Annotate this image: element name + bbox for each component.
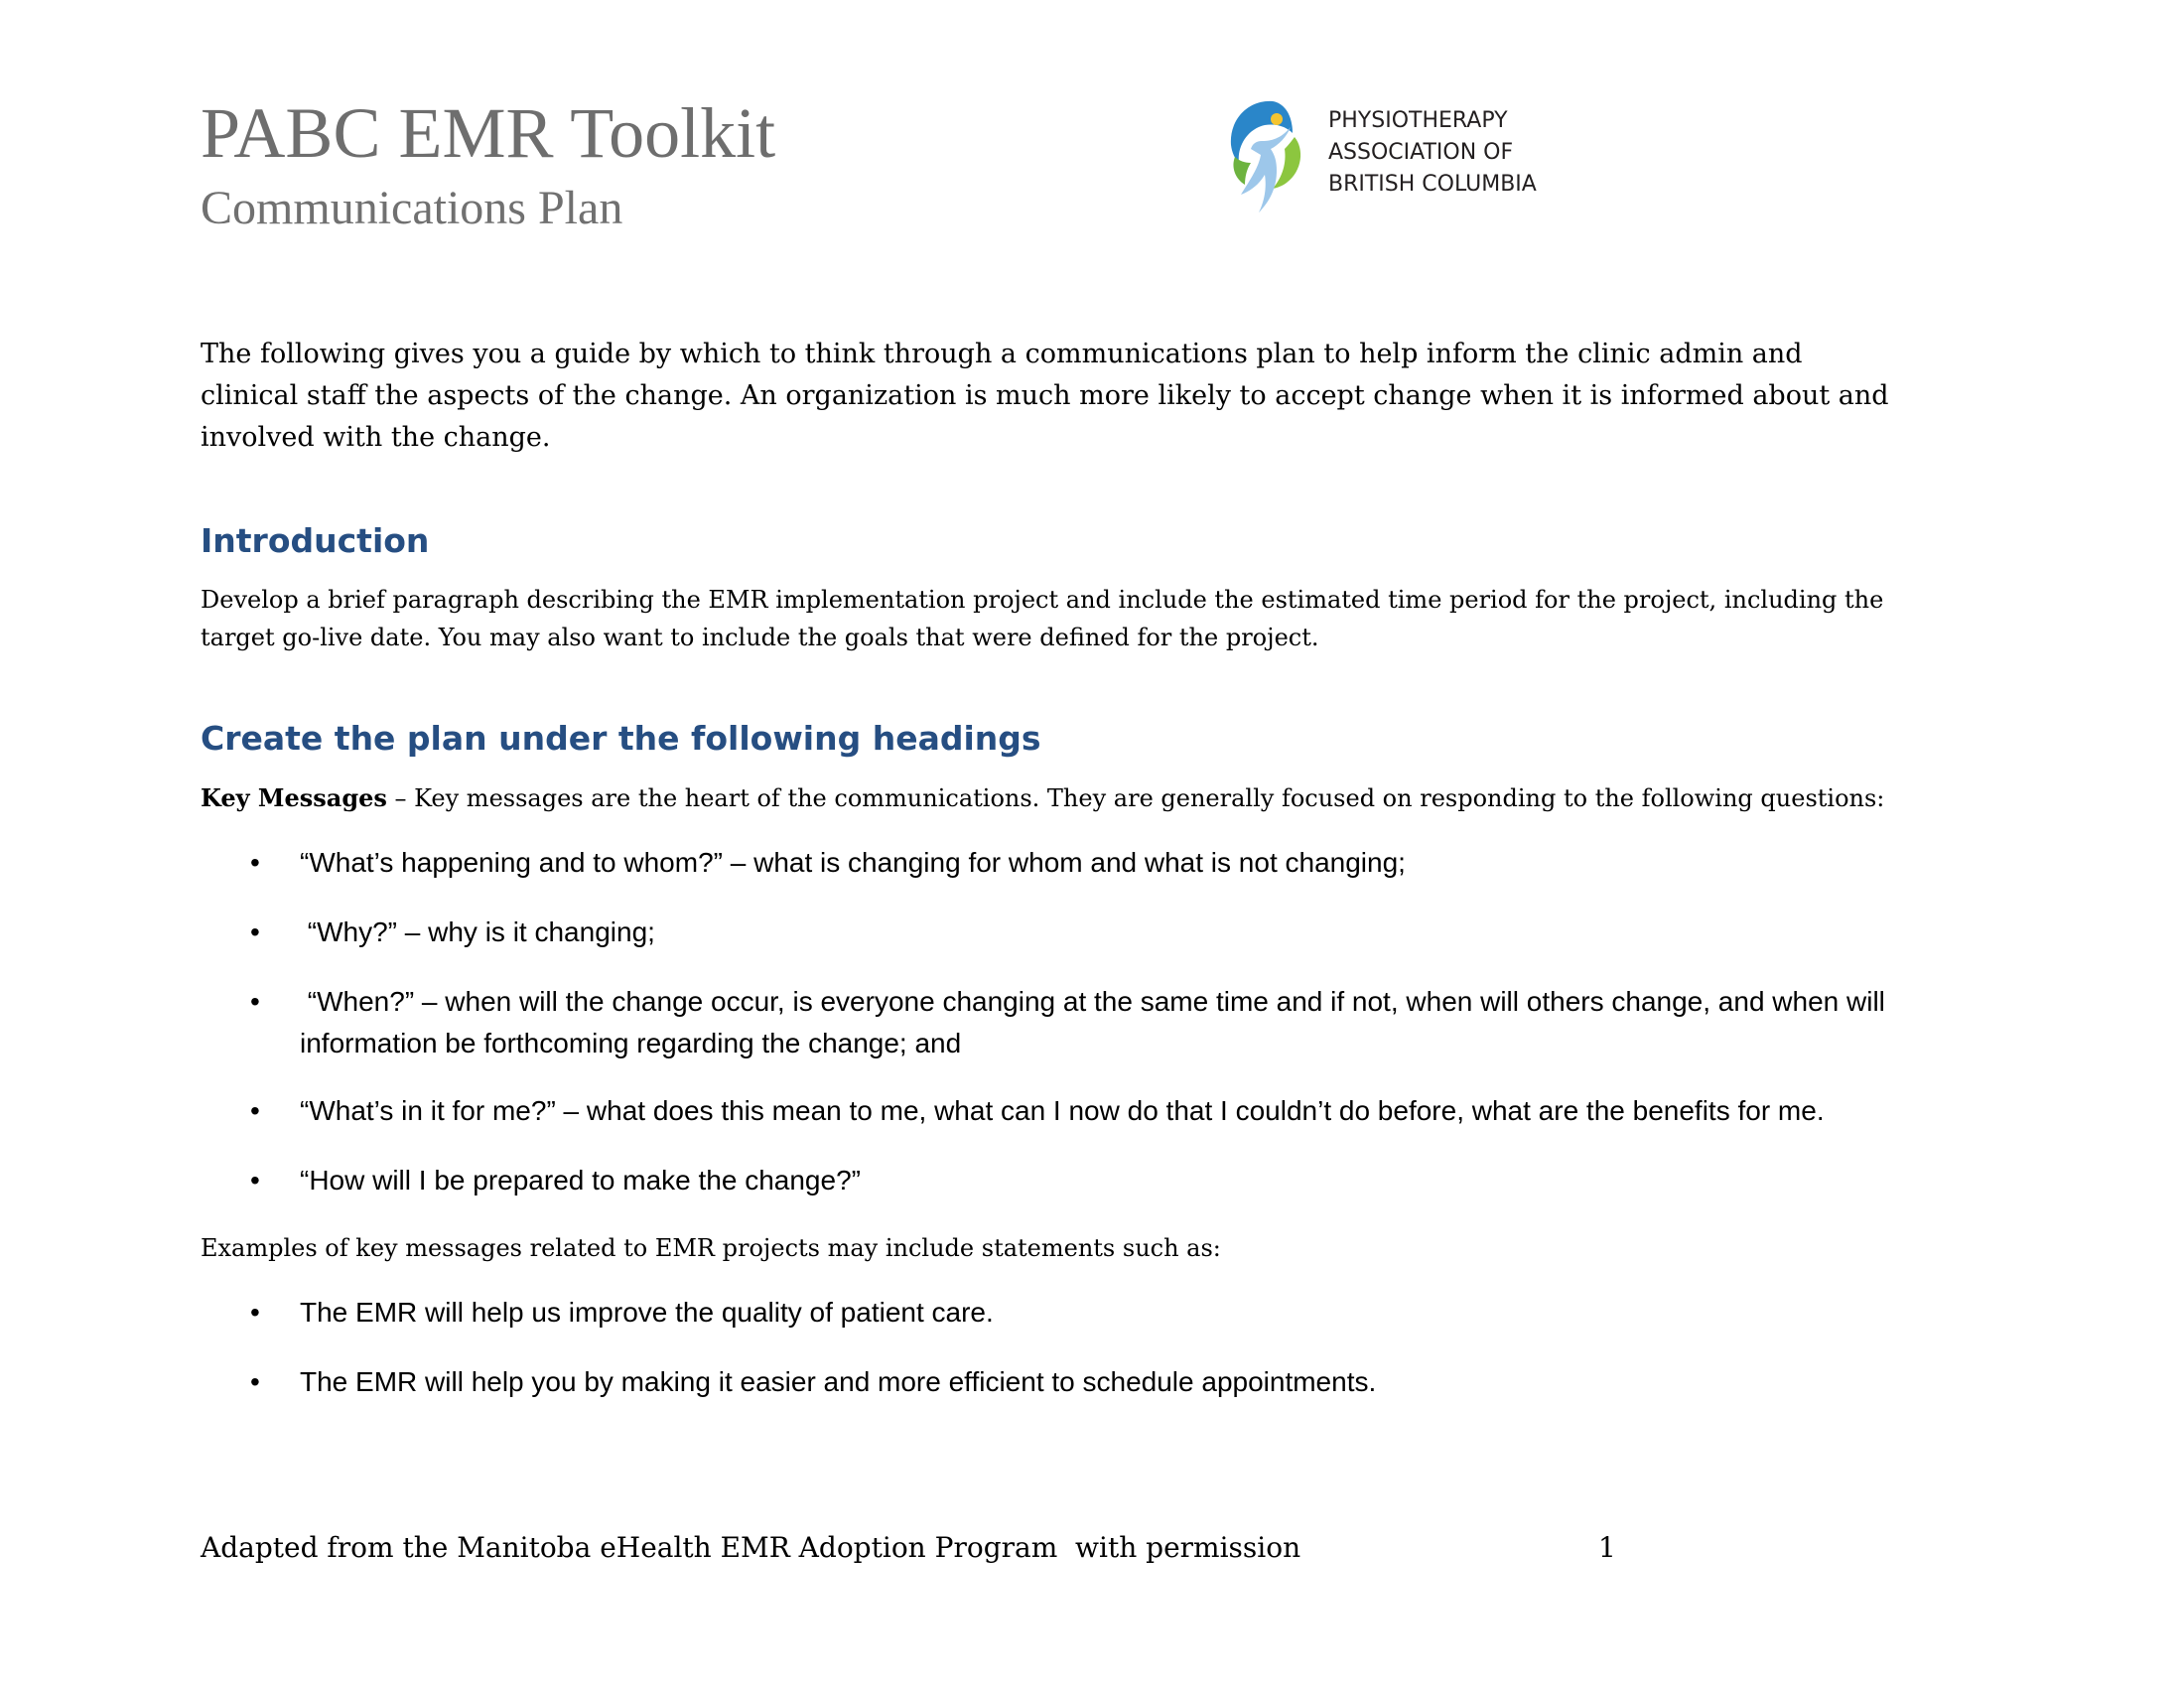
list-item-text: “What’s happening and to whom?” – what is changing for whom and what is not changing; bbox=[300, 847, 1406, 878]
key-messages-label: Key Messages bbox=[201, 783, 387, 812]
list-item-text: The EMR will help us improve the quality of patient care. bbox=[300, 1297, 994, 1328]
pabc-logo bbox=[1221, 97, 1559, 216]
examples-intro: Examples of key messages related to EMR projects may include statements such as: bbox=[201, 1234, 1221, 1262]
list-item-text: “Why?” – why is it changing; bbox=[300, 916, 655, 947]
introduction-paragraph: Develop a brief paragraph describing the EMR implementation project and include the estimated time period for the project, including the target go-live date. You may also want to include the goals that were defined for the project. bbox=[201, 586, 1884, 651]
key-messages-text: – Key messages are the heart of the communications. They are generally focused on responding to the following questions: bbox=[386, 784, 1885, 812]
bullet-icon: • bbox=[250, 916, 260, 947]
list-item-text: “What’s in it for me?” – what does this mean to me, what can I now do that I couldn’t do before, what are the benefits for me. bbox=[300, 1095, 1825, 1126]
document-title: PABC EMR Toolkit bbox=[201, 93, 776, 173]
list-item bbox=[201, 1160, 1908, 1201]
list-item-text: “How will I be prepared to make the change?” bbox=[300, 1165, 861, 1196]
page-number: 1 bbox=[1598, 1531, 1616, 1564]
logo-line: BRITISH COLUMBIA bbox=[1328, 172, 1537, 197]
heading-introduction: Introduction bbox=[201, 521, 430, 560]
list-item-text: “When?” – when will the change occur, is everyone changing at the same time and if not, when will others change, and when will information be forthcoming regarding the change; and bbox=[300, 986, 1893, 1058]
document-subtitle: Communications Plan bbox=[201, 182, 623, 234]
key-messages-paragraph bbox=[201, 779, 1908, 817]
bullet-icon: • bbox=[250, 847, 260, 878]
footer-note: Adapted from the Manitoba eHealth EMR Adoption Program with permission bbox=[201, 1531, 1301, 1564]
physiotherapy-figure-logo-icon bbox=[1221, 97, 1320, 216]
bullet-icon: • bbox=[250, 1095, 260, 1126]
list-item bbox=[201, 1361, 1908, 1403]
list-item bbox=[201, 912, 1908, 953]
list-item bbox=[201, 1090, 1908, 1132]
heading-create-plan: Create the plan under the following headings bbox=[201, 719, 1041, 758]
bullet-icon: • bbox=[250, 1366, 260, 1397]
list-item bbox=[201, 981, 1908, 1064]
logo-line: PHYSIOTHERAPY bbox=[1328, 108, 1508, 133]
key-questions-list bbox=[201, 842, 1908, 1201]
list-item bbox=[201, 842, 1908, 884]
list-item bbox=[201, 1292, 1908, 1334]
list-item-text: The EMR will help you by making it easier and more efficient to schedule appointments. bbox=[300, 1366, 1377, 1397]
examples-list bbox=[201, 1292, 1908, 1403]
bullet-icon: • bbox=[250, 1297, 260, 1328]
logo-wordmark bbox=[1328, 105, 1537, 201]
bullet-icon: • bbox=[250, 986, 260, 1017]
intro-paragraph: The following gives you a guide by which to think through a communications plan to help inform the clinic admin and clinical staff the aspects of the change. An organization is much more likely to accept change when it is informed about and involved with the change. bbox=[201, 339, 1889, 453]
bullet-icon: • bbox=[250, 1165, 260, 1196]
logo-line: ASSOCIATION OF bbox=[1328, 140, 1514, 165]
